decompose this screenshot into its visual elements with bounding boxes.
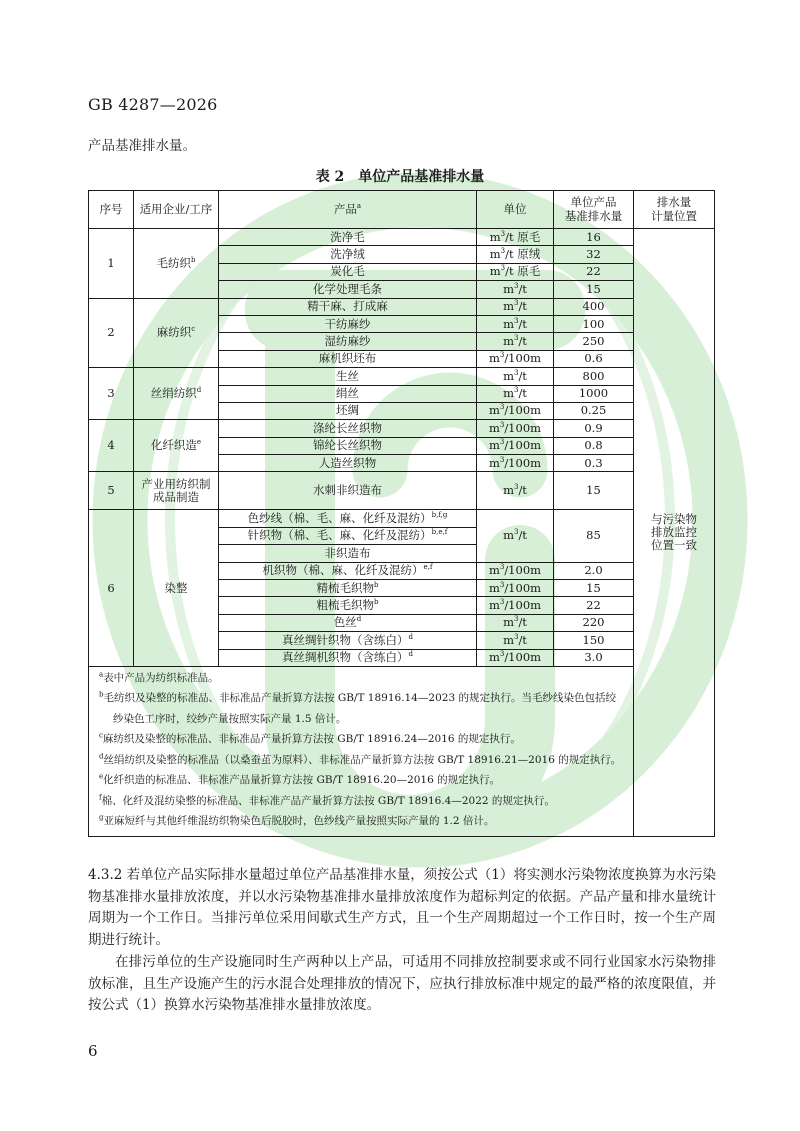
footnotes <box>89 666 715 836</box>
unit-cell: $m^3/t$ 原绒 <box>477 246 554 263</box>
product-cell: 锦纶长丝织物 <box>219 437 477 454</box>
unit-cell: $m^3/100m$ <box>477 597 554 614</box>
product-cell: 洗净毛 <box>219 229 477 246</box>
group-industry: 丝绢纺织$^d$ <box>134 368 219 420</box>
header-product: 产品$^a$ <box>219 191 477 229</box>
group-number: 6 <box>89 510 134 667</box>
value-cell: 0.25 <box>554 402 634 419</box>
footnote-c: $^c$麻纺织及染整的标准品、非标准品产量折算方法按 GB/T 18916.24—2016 的规定执行。 <box>99 731 521 746</box>
value-cell: 150 <box>554 632 634 649</box>
group-number: 3 <box>89 368 134 420</box>
value-cell: 22 <box>554 597 634 614</box>
product-cell: 色纱线（棉、毛、麻、化纤及混纺）$^{b,f,g}$ <box>219 510 477 527</box>
group-industry: 化纤织造$^e$ <box>134 420 219 472</box>
table-row <box>89 368 715 385</box>
discharge-table <box>88 190 715 837</box>
unit-cell: $m^3/t$ <box>477 472 554 510</box>
value-cell: 3.0 <box>554 649 634 666</box>
product-cell: 洗净绒 <box>219 246 477 263</box>
product-cell: 精梳毛织物$^b$ <box>219 580 477 597</box>
footnote-f: $^f$棉、化纤及混纺染整的标准品、非标准产品产量折算方法按 GB/T 18916.4—2022 的规定执行。 <box>99 793 555 807</box>
product-cell: 色丝$^d$ <box>219 614 477 631</box>
product-cell: 非织造布 <box>219 545 477 562</box>
unit-cell: $m^3/t$ <box>477 368 554 385</box>
value-cell: 0.8 <box>554 437 634 454</box>
group-industry: 染整 <box>134 510 219 667</box>
unit-cell: $m^3/t$ <box>477 333 554 350</box>
header-volume: 单位产品 基准排水量 <box>554 191 634 229</box>
measurement-location: 与污染物 排放监控 位置一致 <box>634 229 715 837</box>
footnote-e: $^e$化纤织造的标准品、非标准产品量折算方法按 GB/T 18916.20—2016 的规定执行。 <box>99 772 501 787</box>
value-cell: 100 <box>554 315 634 332</box>
product-cell: 涤纶长丝织物 <box>219 420 477 437</box>
group-number: 5 <box>89 472 134 510</box>
product-cell: 粗梳毛织物$^b$ <box>219 597 477 614</box>
product-cell: 真丝绸针织物（含练白）$^d$ <box>219 632 477 649</box>
table-row <box>89 420 715 437</box>
unit-cell: $m^3/t$ 原毛 <box>477 263 554 280</box>
header-location: 排水量 计量位置 <box>634 191 715 229</box>
group-industry: 毛纺织$^b$ <box>134 229 219 299</box>
product-cell: 人造丝织物 <box>219 455 477 472</box>
unit-cell: $m^3/t$ <box>477 281 554 298</box>
group-industry: 产业用纺织制 成品制造 <box>134 472 219 510</box>
value-cell: 800 <box>554 368 634 385</box>
unit-cell: $m^3/t$ <box>477 632 554 649</box>
product-cell: 水刺非织造布 <box>219 472 477 510</box>
group-industry: 麻纺织$^c$ <box>134 298 219 368</box>
standard-code: GB 4287—2026 <box>88 95 218 114</box>
value-cell: 15 <box>554 472 634 510</box>
paragraph-mixed-treatment: 在排污单位的生产设施同时生产两种以上产品，可适用不同排放控制要求或不同行业国家水污染物排放标准，且生产设施产生的污水混合处理排放的情况下，应执行排放标准中规定的最严格的浓度限值，并按公式（1）换算水污染物基准排水量排放浓度。 <box>88 954 716 1013</box>
unit-cell: $m^3/t$ <box>477 385 554 402</box>
footnote-b: $^b$毛纺织及染整的标准品、非标准品产量折算方法按 GB/T 18916.14—2023 的规定执行。当毛纱线染色包括绞 <box>99 690 616 705</box>
intro-text: 产品基准排水量。 <box>88 138 196 154</box>
value-cell: 1000 <box>554 385 634 402</box>
unit-cell: $m^3/100m$ <box>477 437 554 454</box>
value-cell: 250 <box>554 333 634 350</box>
header-industry: 适用企业/工序 <box>134 191 219 229</box>
value-cell: 15 <box>554 281 634 298</box>
table-row <box>89 298 715 315</box>
product-cell: 机织物（棉、麻、化纤及混纺）$^{e,f}$ <box>219 562 477 579</box>
footnote-d: $^d$丝绢纺织及染整的标准品（以桑蚕茧为原料）、非标准品产量折算方法按 GB/T 18916.21—2016 的规定执行。 <box>99 752 622 766</box>
product-cell: 生丝 <box>219 368 477 385</box>
footnote-a: $^a$表中产品为纺织标准品。 <box>99 670 219 684</box>
unit-cell: $m^3/100m$ <box>477 649 554 666</box>
unit-cell: $m^3/100m$ <box>477 420 554 437</box>
product-cell: 真丝绸机织物（含练白）$^d$ <box>219 649 477 666</box>
product-cell: 炭化毛 <box>219 263 477 280</box>
table-header-row <box>89 191 715 229</box>
table-row <box>89 472 715 510</box>
value-cell: 0.9 <box>554 420 634 437</box>
value-cell: 0.6 <box>554 350 634 367</box>
table-row <box>89 229 715 246</box>
unit-cell: $m^3/100m$ <box>477 402 554 419</box>
unit-cell: $m^3/t$ <box>477 510 554 562</box>
unit-cell: $m^3/t$ <box>477 315 554 332</box>
unit-cell: $m^3/t$ 原毛 <box>477 229 554 246</box>
product-cell: 针织物（棉、毛、麻、化纤及混纺）$^{b,e,f}$ <box>219 527 477 544</box>
unit-cell: $m^3/t$ <box>477 298 554 315</box>
value-cell: 0.3 <box>554 455 634 472</box>
table-row <box>89 510 715 527</box>
value-cell: 85 <box>554 510 634 562</box>
value-cell: 220 <box>554 614 634 631</box>
value-cell: 32 <box>554 246 634 263</box>
product-cell: 绢丝 <box>219 385 477 402</box>
unit-cell: $m^3/t$ <box>477 614 554 631</box>
value-cell: 16 <box>554 229 634 246</box>
page-number: 6 <box>88 1042 98 1060</box>
header-seq: 序号 <box>89 191 134 229</box>
group-number: 4 <box>89 420 134 472</box>
product-cell: 精干麻、打成麻 <box>219 298 477 315</box>
value-cell: 400 <box>554 298 634 315</box>
product-cell: 湿纺麻纱 <box>219 333 477 350</box>
footnote-b-cont: 纱染色工序时，绞纱产量按照实际产量 1.5 倍计。 <box>113 712 347 725</box>
value-cell: 22 <box>554 263 634 280</box>
header-unit: 单位 <box>477 191 554 229</box>
group-number: 1 <box>89 229 134 299</box>
table-caption: 表 2 单位产品基准排水量 <box>315 169 485 185</box>
unit-cell: $m^3/100m$ <box>477 350 554 367</box>
value-cell: 2.0 <box>554 562 634 579</box>
product-cell: 干纺麻纱 <box>219 315 477 332</box>
product-cell: 麻机织坯布 <box>219 350 477 367</box>
unit-cell: $m^3/100m$ <box>477 455 554 472</box>
unit-cell: $m^3/100m$ <box>477 580 554 597</box>
product-cell: 坯绸 <box>219 402 477 419</box>
group-number: 2 <box>89 298 134 368</box>
paragraph-4-3-2: 4.3.2 若单位产品实际排水量超过单位产品基准排水量，须按公式（1）将实测水污染物浓度换算为水污染物基准排水量排放浓度，并以水污染物基准排水量排放浓度作为超标判定的依据。产品产量和排水量统计周期为一个工作日。当排污单位采用间歇式生产方式，且一个生产周期超过一个工作日时，按一个生产周期进行统计。 <box>88 867 716 948</box>
unit-cell: $m^3/100m$ <box>477 562 554 579</box>
footnote-g: $^g$亚麻短纤与其他纤维混纺织物染色后脱胶时，色纱线产量按照实际产量的 1.2 倍计。 <box>99 813 495 828</box>
footnotes-row <box>89 666 715 836</box>
product-cell: 化学处理毛条 <box>219 281 477 298</box>
value-cell: 15 <box>554 580 634 597</box>
